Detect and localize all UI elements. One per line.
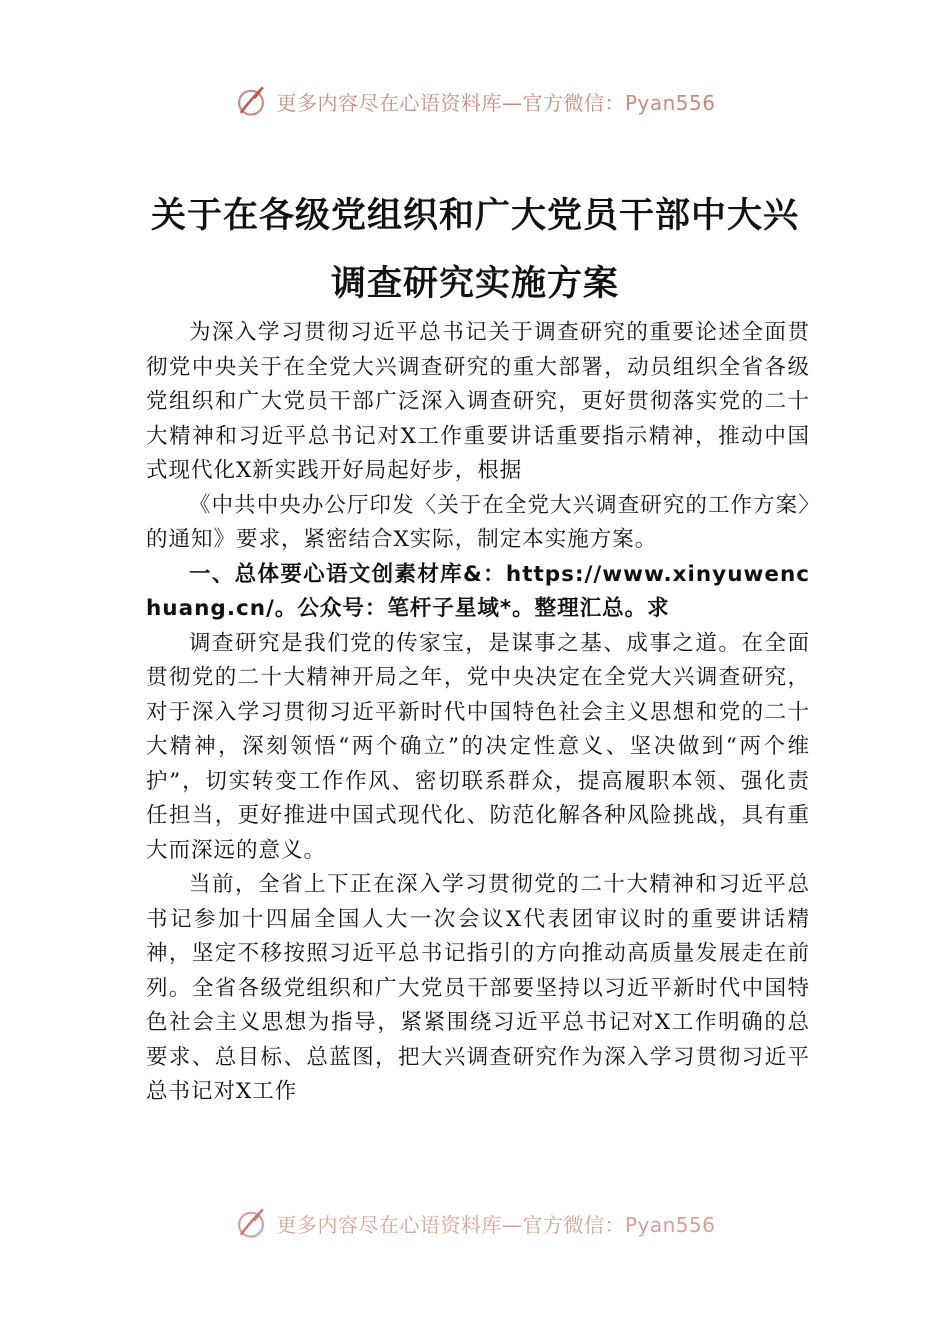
watermark-header [0,84,950,118]
paragraph-significance: 调查研究是我们党的传家宝，是谋事之基、成事之道。在全面贯彻党的二十大精神开局之年，党中央决定在全党大兴调查研究，对于深入学习贯彻习近平新时代中国特色社会主义思想和党的二十大精神，深刻领悟“两个确立”的决定性意义、坚决做到“两个维护”，切实转变工作作风、密切联系群众，提高履职本领、强化责任担当，更好推进中国式现代化、防范化解各种风险挑战，具有重大而深远的意义。 [146,630,810,863]
paragraph-current-situation: 当前，全省上下正在深入学习贯彻党的二十大精神和习近平总书记参加十四届全国人大一次会议X代表团审议时的重要讲话精神，坚定不移按照习近平总书记指引的方向推动高质量发展走在前列。全省各级党组织和广大党员干部要坚持以习近平新时代中国特色社会主义思想为指导，紧紧围绕习近平总书记对X工作明确的总要求、总目标、总蓝图，把大兴调查研究作为深入学习贯彻习近平总书记对X工作 [146,872,810,1104]
document-title-line-1: 关于在各级党组织和广大党员干部中大兴 [150,195,799,236]
paragraph-intro: 为深入学习贯彻习近平总书记关于调查研究的重要论述全面贯彻党中央关于在全党大兴调查研究的重大部署，动员组织全省各级党组织和广大党员干部广泛深入调查研究，更好贯彻落实党的二十大精神和习近平总书记对X工作重要讲话重要指示精神，推动中国式现代化X新实践开好局起好步，根据 [146,320,810,483]
feather-logo-icon [234,84,268,118]
section-heading-overall-requirements: 一、总体要心语文创素材库&：https://www.xinyuwenchuang.cn/。公众号：笔杆子星域*。整理汇总。求 [146,561,810,621]
document-title-line-2: 调查研究实施方案 [330,263,619,304]
watermark-text: 更多内容尽在心语资料库—官方微信：Pyan556 [276,90,716,115]
document-body [146,316,810,1110]
watermark-footer [0,1206,950,1240]
watermark-text: 更多内容尽在心语资料库—官方微信：Pyan556 [276,1212,716,1237]
paragraph-basis: 《中共中央办公厅印发〈关于在全党大兴调查研究的工作方案〉的通知》要求，紧密结合X实际，制定本实施方案。 [146,492,810,552]
feather-logo-icon [234,1206,268,1240]
